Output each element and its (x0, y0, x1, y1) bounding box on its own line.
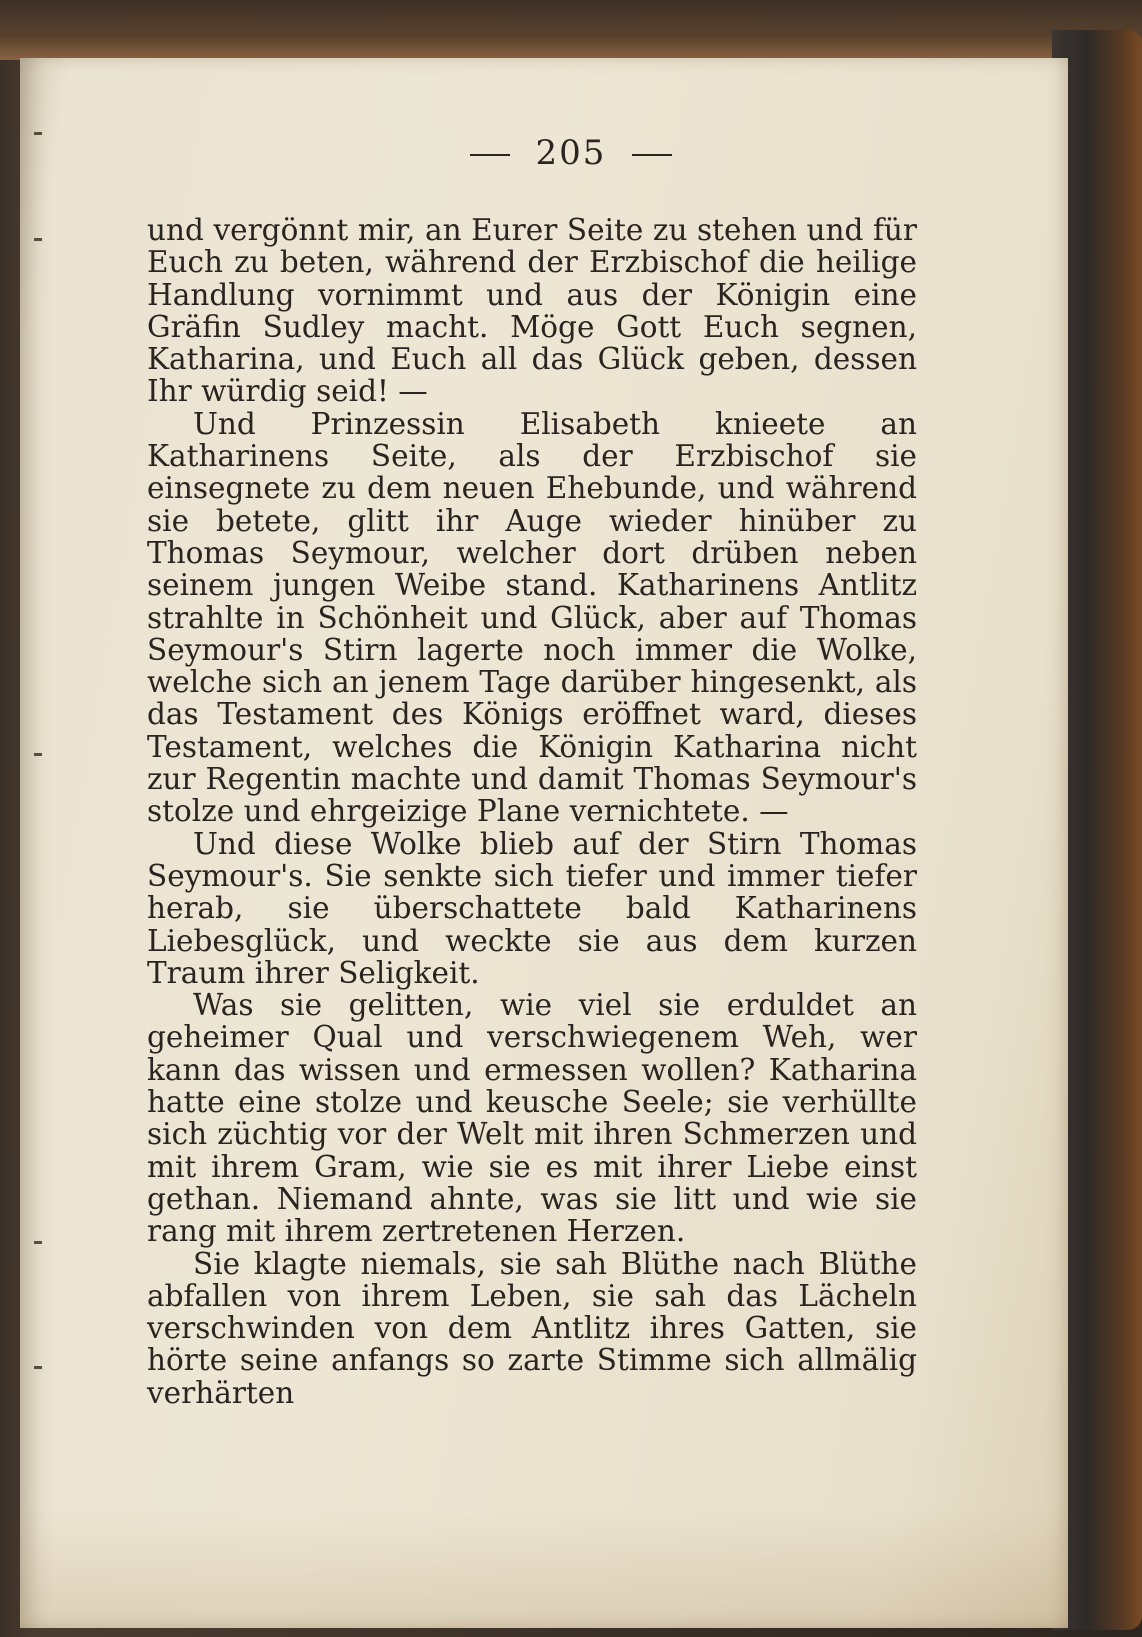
header-dash-right (632, 154, 672, 156)
paragraph: Und Prinzessin Elisabeth knieete an Katharinens Seite, als der Erzbischof sie einsegnete zu dem neuen Ehebunde, und während sie betete, glitt ihr Auge wieder hinüber zu Thomas Seymour, welcher dort drüben neben seinem jungen Weibe stand. Katharinens Antlitz strahlte in Schönheit und Glück, aber auf Thomas Seymour's Stirn lagerte noch immer die Wolke, welche sich an jenem Tage darüber hingesenkt, als das Testament des Königs eröffnet ward, dieses Testament, welches die Königin Katharina nicht zur Regentin machte und damit Thomas Seymour's stolze und ehrgeizige Plane vernichtete. — (147, 406, 917, 829)
body-text (147, 214, 917, 1409)
gutter-mark (34, 1241, 42, 1244)
gutter-mark (34, 1366, 42, 1369)
book-cover-top (0, 0, 1142, 60)
page-header (0, 133, 1142, 173)
gutter-mark (34, 238, 42, 241)
gutter-mark (34, 753, 42, 756)
paragraph: Und diese Wolke blieb auf der Stirn Thomas Seymour's. Sie senkte sich tiefer und immer tiefer herab, sie überschattete bald Katharinens Liebesglück, und weckte sie aus dem kurzen Traum ihrer Seligkeit. (147, 826, 917, 990)
paragraph: Sie klagte niemals, sie sah Blüthe nach Blüthe abfallen von ihrem Leben, sie sah das Lächeln verschwinden von dem Antlitz ihres Gatten, sie hörte seine anfangs so zarte Stimme sich allmälig verhärten (147, 1246, 917, 1410)
page-number: 205 (535, 133, 607, 173)
paragraph: und vergönnt mir, an Eurer Seite zu stehen und für Euch zu beten, während der Erzbischof die heilige Handlung vornimmt und aus der Königin eine Gräfin Sudley macht. Möge Gott Euch segnen, Katharina, und Euch all das Glück geben, dessen Ihr würdig seid! — (147, 213, 917, 409)
paragraph: Was sie gelitten, wie viel sie erduldet an geheimer Qual und verschwiegenem Weh, wer kann das wissen und ermessen wollen? Katharina hatte eine stolze und keusche Seele; sie verhüllte sich züchtig vor der Welt mit ihren Schmerzen und mit ihrem Gram, wie sie es mit ihrer Liebe einst gethan. Niemand ahnte, was sie litt und wie sie rang mit ihrem zertretenen Herzen. (147, 988, 917, 1249)
header-dash-left (470, 154, 510, 156)
